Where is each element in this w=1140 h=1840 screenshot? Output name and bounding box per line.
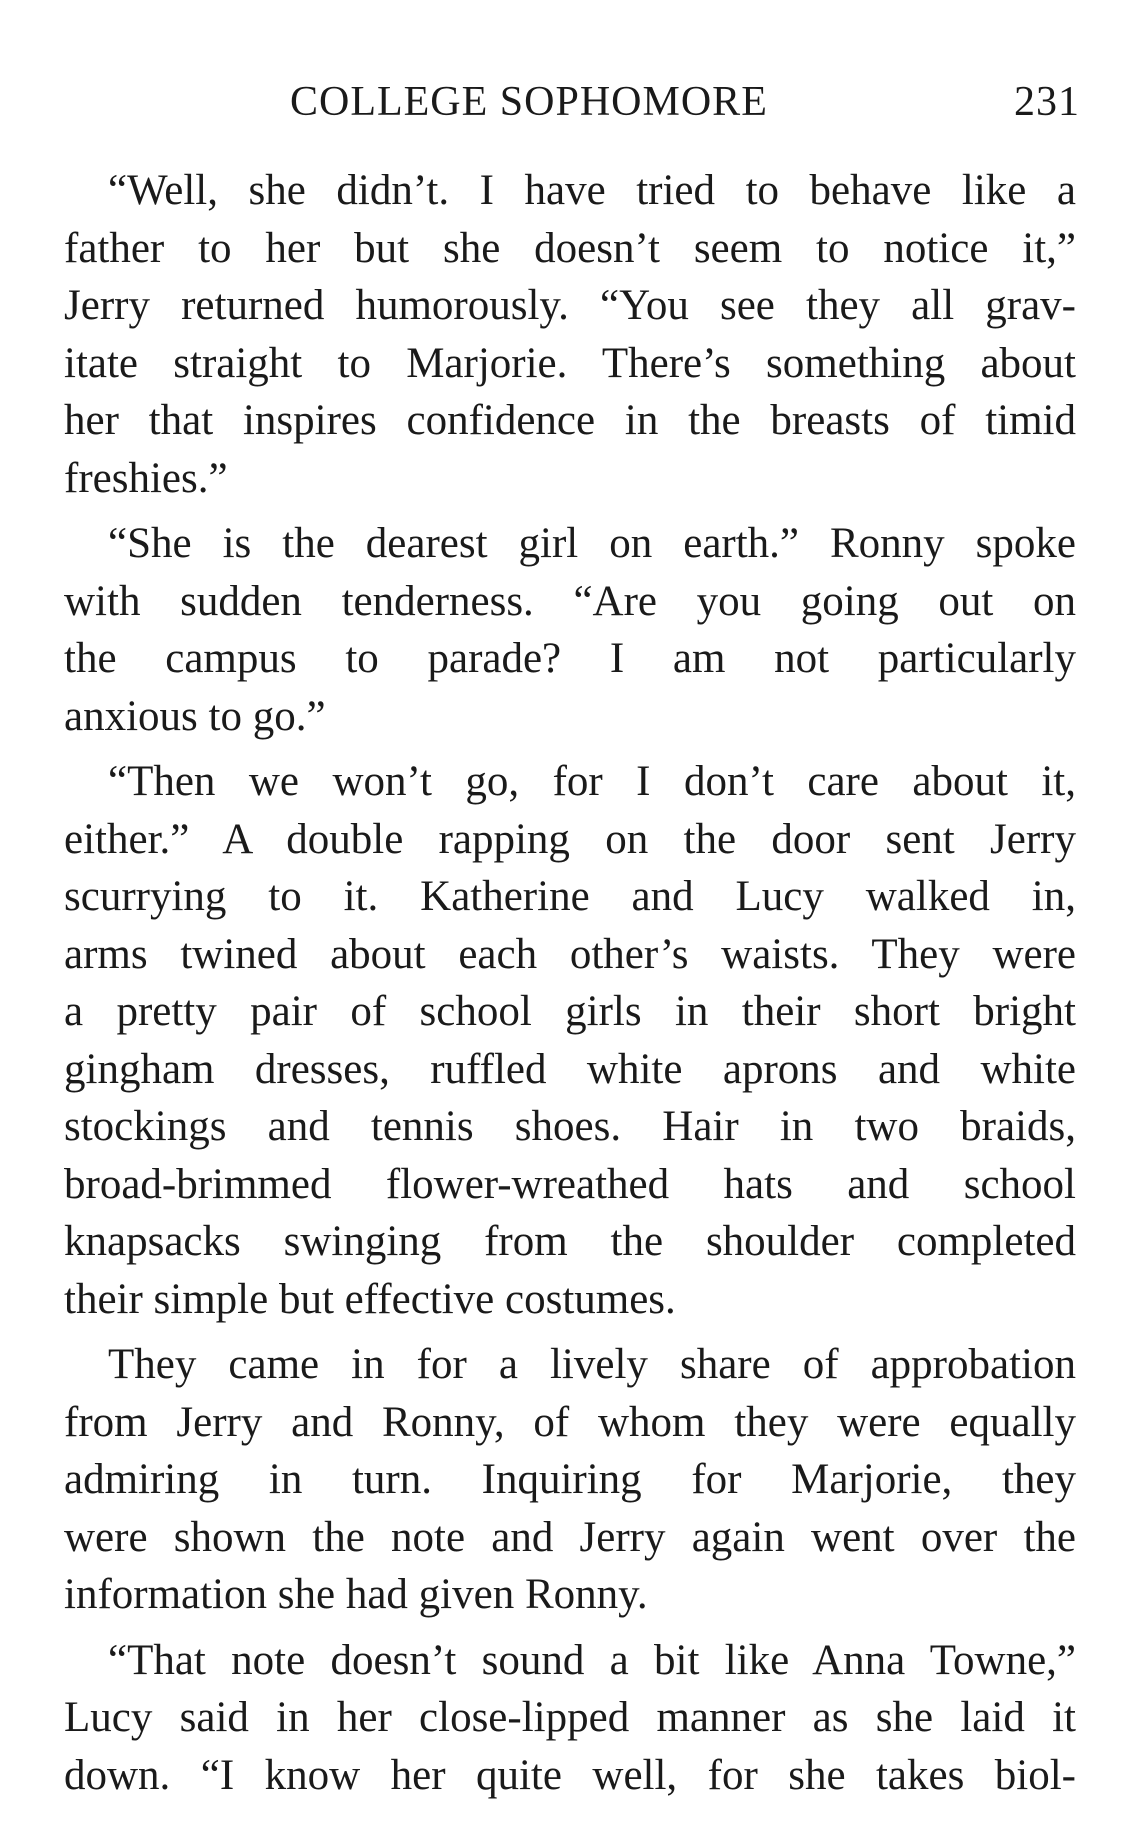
text-line: “Then we won’t go, for I don’t care about it,: [108, 758, 1076, 805]
text-line: freshies.”: [64, 454, 228, 502]
text-line: information she had given Ronny.: [64, 1571, 648, 1618]
text-line: their simple but effective costumes.: [64, 1275, 676, 1323]
text-line: broad-brimmed flower-wreathed hats and school: [64, 1160, 1076, 1208]
paragraph: [64, 753, 1076, 1328]
text-line: arms twined about each other’s waists. They were: [64, 930, 1076, 978]
text-line: scurrying to it. Katherine and Lucy walked in,: [64, 873, 1076, 920]
paragraph: [64, 1336, 1076, 1624]
text-line: “She is the dearest girl on earth.” Ronny spoke: [108, 520, 1076, 567]
text-line: They came in for a lively share of approbation: [108, 1341, 1076, 1388]
text-line: “Well, she didn’t. I have tried to behave like a: [108, 167, 1076, 214]
body-text: [64, 162, 1076, 1812]
text-line: either.” A double rapping on the door sent Jerry: [64, 815, 1076, 863]
text-line: Jerry returned humorously. “You see they all grav-: [64, 282, 1076, 329]
text-line: admiring in turn. Inquiring for Marjorie, they: [64, 1456, 1076, 1503]
text-line: anxious to go.”: [64, 692, 326, 740]
text-line: stockings and tennis shoes. Hair in two braids,: [64, 1103, 1076, 1150]
text-line: from Jerry and Ronny, of whom they were equally: [64, 1398, 1076, 1446]
running-title: COLLEGE SOPHOMORE: [290, 79, 768, 125]
text-line: itate straight to Marjorie. There’s something about: [64, 339, 1076, 387]
page-number: 231: [1014, 79, 1080, 125]
text-line: Lucy said in her close-lipped manner as she laid it: [64, 1694, 1076, 1741]
text-line: father to her but she doesn’t seem to notice it,”: [64, 224, 1076, 272]
text-line: down. “I know her quite well, for she takes biol-: [64, 1751, 1076, 1799]
paragraph: [64, 515, 1076, 745]
text-line: with sudden tenderness. “Are you going out on: [64, 577, 1076, 625]
text-line: were shown the note and Jerry again went over the: [64, 1513, 1076, 1561]
paragraph: [64, 162, 1076, 507]
text-line: gingham dresses, ruffled white aprons and white: [64, 1045, 1076, 1093]
text-line: the campus to parade? I am not particularly: [64, 635, 1076, 682]
paragraph: [64, 1632, 1076, 1805]
text-line: her that inspires confidence in the breasts of timid: [64, 397, 1076, 444]
text-line: “That note doesn’t sound a bit like Anna Towne,”: [108, 1636, 1076, 1684]
running-head: [290, 78, 1080, 128]
text-line: knapsacks swinging from the shoulder completed: [64, 1218, 1076, 1265]
text-line: a pretty pair of school girls in their short bright: [64, 988, 1076, 1035]
